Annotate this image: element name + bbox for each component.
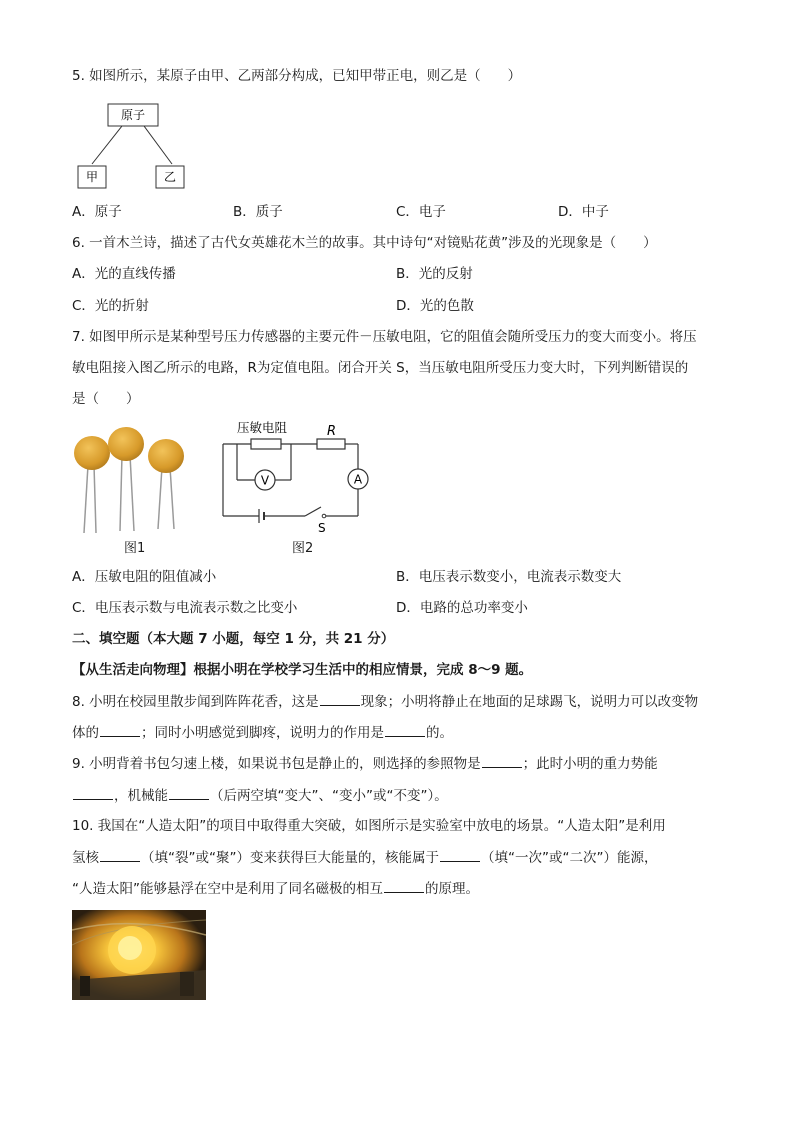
q10-blank-2 — [440, 847, 480, 862]
q10-line3: “人造太阳”能够悬浮在空中是利用了同名磁极的相互 的原理。 — [72, 878, 479, 899]
artificial-sun-photo — [72, 910, 206, 1000]
switch-label: S — [318, 521, 326, 535]
q9-blank-1 — [482, 753, 522, 768]
section2-intro: 【从生活走向物理】根据小明在学校学习生活中的相应情景，完成 8～9 题。 — [72, 662, 533, 678]
q10-line2: 氢核 （填“裂”或“聚”）变来获得巨大能量的，核能属于 （填“一次”或“二次”）能源， — [72, 847, 657, 868]
q5-option-b: B．质子 — [233, 204, 283, 220]
q8-blank-1 — [320, 691, 360, 706]
q6-option-c: C．光的折射 — [72, 298, 149, 314]
q6-option-d: D．光的色散 — [396, 298, 474, 314]
q5-option-d: D．中子 — [558, 204, 609, 220]
section2-title: 二、填空题（本大题 7 小题，每空 1 分，共 21 分） — [72, 631, 395, 647]
jia-label: 甲 — [85, 170, 99, 184]
q9-line1: 9. 小明背着书包匀速上楼，如果说书包是静止的，则选择的参照物是 ；此时小明的重力势能 — [72, 753, 658, 774]
pressure-resistor-photo — [70, 425, 190, 537]
resistor-disc — [108, 427, 144, 461]
atom-structure-diagram — [72, 100, 192, 192]
pressure-resistor-symbol — [251, 439, 281, 449]
q8-blank-2 — [100, 722, 140, 737]
switch-symbol — [305, 507, 321, 516]
right-branch — [144, 126, 172, 164]
q8-line1: 8. 小明在校园里散步闻到阵阵花香，这是 现象；小明将静止在地面的足球踢飞，说明力可以改变物 — [72, 691, 698, 712]
q9-blank-2 — [73, 785, 113, 800]
q8-blank-3 — [385, 722, 425, 737]
voltmeter-label: V — [260, 473, 270, 488]
q9-line2: ，机械能 （后两空填“变大”、“变小”或“不变”）。 — [72, 785, 448, 806]
q5-option-a: A．原子 — [72, 204, 122, 220]
q8-line2: 体的 ；同时小明感觉到脚疼，说明力的作用是 的。 — [72, 722, 453, 743]
q9-blank-3 — [169, 785, 209, 800]
r-label: R — [327, 424, 337, 439]
q7-stem-line2: 敏电阻接入图乙所示的电路，R为定值电阻。闭合开关 S，当压敏电阻所受压力变大时，下列判断错误的 — [72, 360, 689, 376]
q7-stem-line1: 7. 如图甲所示是某种型号压力传感器的主要元件－压敏电阻，它的阻值会随所受压力的变大而变小。将压 — [72, 329, 697, 345]
q5-option-c: C．电子 — [396, 204, 446, 220]
resistor-disc — [148, 439, 184, 473]
q6-option-a: A．光的直线传播 — [72, 266, 176, 282]
q7-stem-line3: 是（ ） — [72, 391, 140, 407]
q5-stem: 5. 如图所示，某原子由甲、乙两部分构成，已知甲带正电，则乙是（ ） — [72, 68, 522, 84]
q10-blank-3 — [384, 878, 424, 893]
q7-option-b: B．电压表示数变小，电流表示数变大 — [396, 569, 622, 585]
sensor-label: 压敏电阻 — [237, 420, 288, 435]
q6-stem: 6. 一首木兰诗，描述了古代女英雄花木兰的故事。其中诗句“对镜贴花黄”涉及的光现象是（ ） — [72, 235, 657, 251]
ammeter-label: A — [353, 472, 363, 487]
resistor-disc — [74, 436, 110, 470]
q10-blank-1 — [100, 847, 140, 862]
fig2-caption: 图2 — [292, 541, 314, 556]
yi-label: 乙 — [163, 170, 177, 184]
q7-option-a: A．压敏电阻的阻值减小 — [72, 569, 217, 585]
q7-option-c: C．电压表示数与电流表示数之比变小 — [72, 600, 298, 616]
q7-option-d: D．电路的总功率变小 — [396, 600, 528, 616]
q6-option-b: B．光的反射 — [396, 266, 473, 282]
fixed-resistor-symbol — [317, 439, 345, 449]
atom-label: 原子 — [120, 108, 146, 122]
q10-line1: 10. 我国在“人造太阳”的项目中取得重大突破，如图所示是实验室中放电的场景。“人造太阳”是利用 — [72, 818, 666, 834]
circuit-diagram — [215, 414, 375, 538]
left-branch — [92, 126, 122, 164]
fig1-caption: 图1 — [124, 541, 146, 556]
